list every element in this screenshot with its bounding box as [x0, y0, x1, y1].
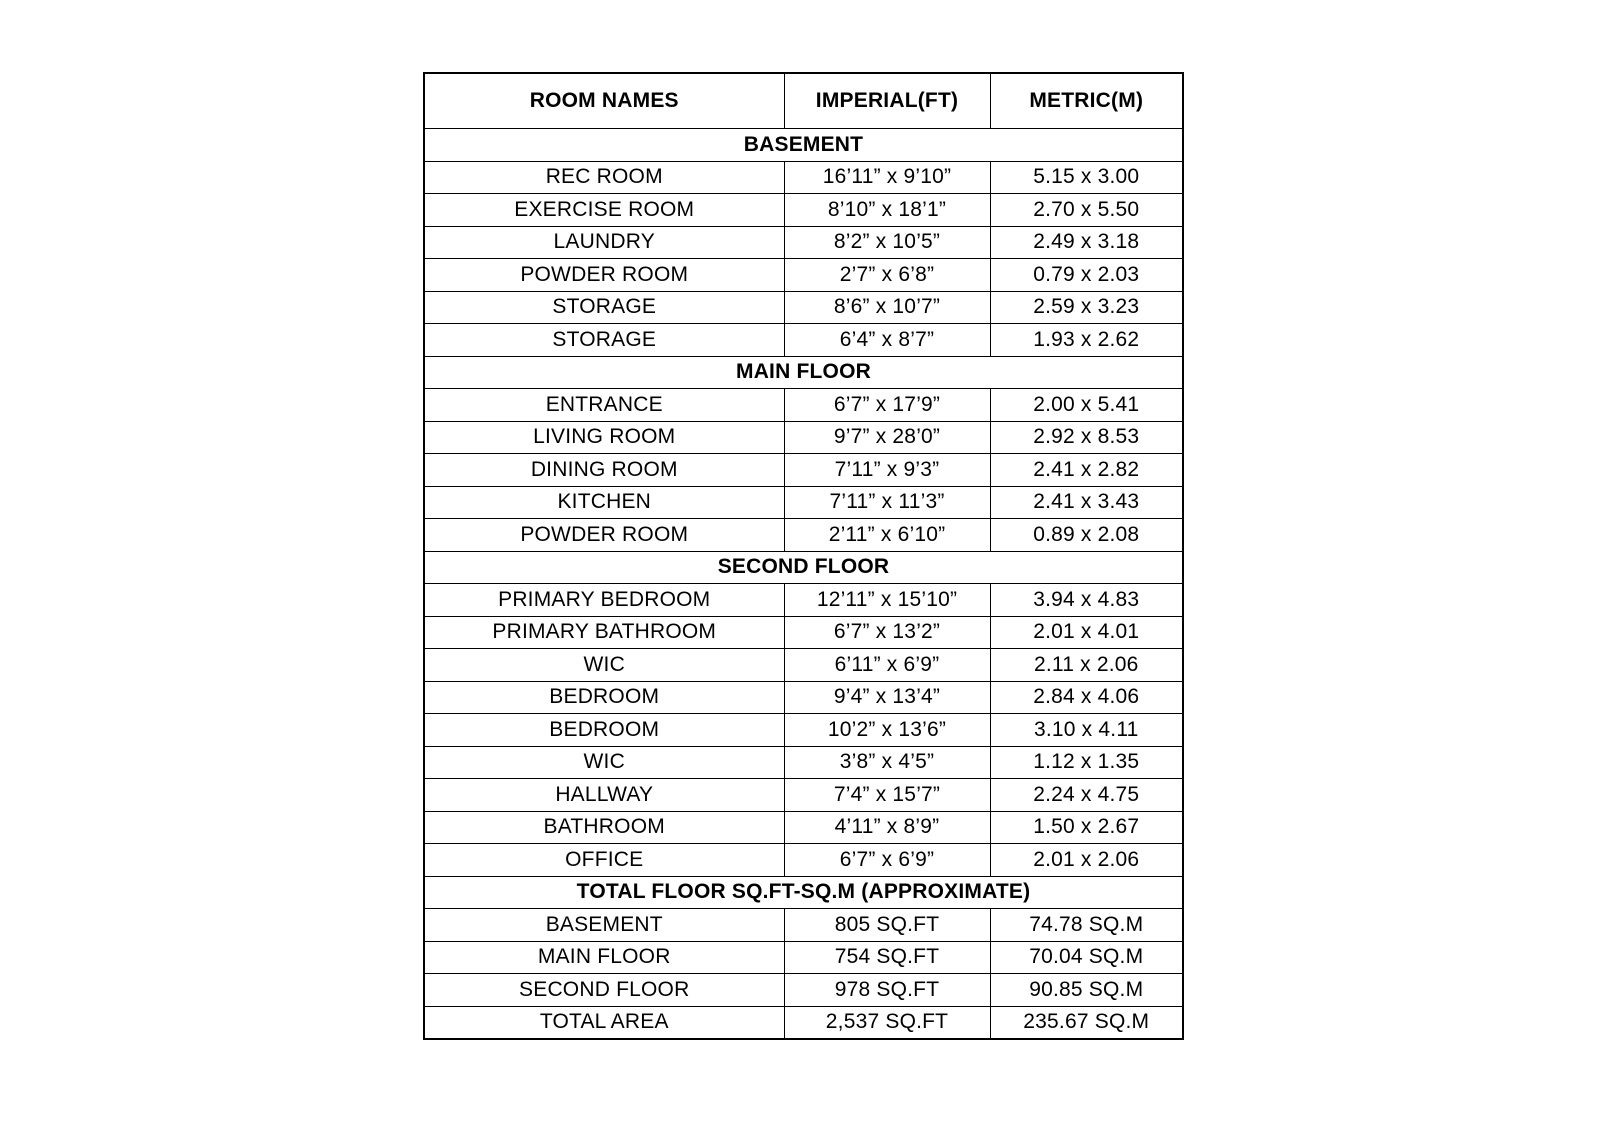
metric-cell: 2.01 x 4.01: [990, 616, 1183, 649]
table-row: [424, 649, 1183, 682]
imperial-cell: 2’7” x 6’8”: [784, 259, 990, 292]
table-row: [424, 746, 1183, 779]
room-name-cell: ENTRANCE: [424, 389, 784, 422]
room-name-cell: LAUNDRY: [424, 226, 784, 259]
section-row: [424, 129, 1183, 162]
table-row: [424, 291, 1183, 324]
table-row: [424, 909, 1183, 942]
imperial-cell: 9’4” x 13’4”: [784, 681, 990, 714]
metric-cell: 2.41 x 3.43: [990, 486, 1183, 519]
imperial-cell: 3’8” x 4’5”: [784, 746, 990, 779]
metric-cell: 2.84 x 4.06: [990, 681, 1183, 714]
metric-cell: 70.04 SQ.M: [990, 941, 1183, 974]
table-row: [424, 811, 1183, 844]
table-header: [424, 73, 1183, 129]
room-name-cell: BEDROOM: [424, 681, 784, 714]
table-row: [424, 161, 1183, 194]
section-title: TOTAL FLOOR SQ.FT-SQ.M (APPROXIMATE): [424, 876, 1183, 909]
room-name-cell: REC ROOM: [424, 161, 784, 194]
imperial-cell: 6’7” x 17’9”: [784, 389, 990, 422]
imperial-cell: 754 SQ.FT: [784, 941, 990, 974]
room-name-cell: STORAGE: [424, 324, 784, 357]
table-row: [424, 779, 1183, 812]
table-row: [424, 226, 1183, 259]
metric-cell: 2.70 x 5.50: [990, 194, 1183, 227]
imperial-cell: 12’11” x 15’10”: [784, 584, 990, 617]
imperial-cell: 2,537 SQ.FT: [784, 1006, 990, 1039]
room-name-cell: EXERCISE ROOM: [424, 194, 784, 227]
metric-cell: 2.24 x 4.75: [990, 779, 1183, 812]
metric-cell: 2.00 x 5.41: [990, 389, 1183, 422]
metric-cell: 2.01 x 2.06: [990, 844, 1183, 877]
room-name-cell: WIC: [424, 649, 784, 682]
imperial-cell: 7’11” x 11’3”: [784, 486, 990, 519]
imperial-cell: 8’10” x 18’1”: [784, 194, 990, 227]
imperial-cell: 9’7” x 28’0”: [784, 421, 990, 454]
imperial-cell: 16’11” x 9’10”: [784, 161, 990, 194]
room-name-cell: MAIN FLOOR: [424, 941, 784, 974]
room-name-cell: LIVING ROOM: [424, 421, 784, 454]
imperial-cell: 10’2” x 13’6”: [784, 714, 990, 747]
table-row: [424, 584, 1183, 617]
section-row: [424, 876, 1183, 909]
room-name-cell: BASEMENT: [424, 909, 784, 942]
metric-cell: 90.85 SQ.M: [990, 974, 1183, 1007]
imperial-cell: 8’2” x 10’5”: [784, 226, 990, 259]
imperial-cell: 4’11” x 8’9”: [784, 811, 990, 844]
table-row: [424, 681, 1183, 714]
metric-cell: 1.50 x 2.67: [990, 811, 1183, 844]
table-row: [424, 974, 1183, 1007]
metric-cell: 3.10 x 4.11: [990, 714, 1183, 747]
metric-cell: 2.92 x 8.53: [990, 421, 1183, 454]
imperial-cell: 6’7” x 13’2”: [784, 616, 990, 649]
section-title: SECOND FLOOR: [424, 551, 1183, 584]
room-name-cell: POWDER ROOM: [424, 519, 784, 552]
section-title: BASEMENT: [424, 129, 1183, 162]
table-row: [424, 519, 1183, 552]
table-row: [424, 714, 1183, 747]
metric-cell: 5.15 x 3.00: [990, 161, 1183, 194]
section-row: [424, 551, 1183, 584]
room-name-cell: PRIMARY BEDROOM: [424, 584, 784, 617]
section-title: MAIN FLOOR: [424, 356, 1183, 389]
table-row: [424, 1006, 1183, 1039]
metric-cell: 235.67 SQ.M: [990, 1006, 1183, 1039]
imperial-cell: 8’6” x 10’7”: [784, 291, 990, 324]
header-room-names: ROOM NAMES: [424, 73, 784, 129]
table-body: [424, 129, 1183, 1039]
metric-cell: 2.41 x 2.82: [990, 454, 1183, 487]
metric-cell: 2.59 x 3.23: [990, 291, 1183, 324]
table-row: [424, 421, 1183, 454]
table-row: [424, 324, 1183, 357]
metric-cell: 1.12 x 1.35: [990, 746, 1183, 779]
table-row: [424, 389, 1183, 422]
table-row: [424, 454, 1183, 487]
table-row: [424, 941, 1183, 974]
metric-cell: 1.93 x 2.62: [990, 324, 1183, 357]
metric-cell: 3.94 x 4.83: [990, 584, 1183, 617]
room-name-cell: OFFICE: [424, 844, 784, 877]
room-name-cell: POWDER ROOM: [424, 259, 784, 292]
table-row: [424, 259, 1183, 292]
metric-cell: 2.11 x 2.06: [990, 649, 1183, 682]
metric-cell: 0.79 x 2.03: [990, 259, 1183, 292]
metric-cell: 74.78 SQ.M: [990, 909, 1183, 942]
room-name-cell: DINING ROOM: [424, 454, 784, 487]
table-row: [424, 616, 1183, 649]
room-name-cell: BEDROOM: [424, 714, 784, 747]
imperial-cell: 978 SQ.FT: [784, 974, 990, 1007]
section-row: [424, 356, 1183, 389]
imperial-cell: 6’7” x 6’9”: [784, 844, 990, 877]
room-name-cell: TOTAL AREA: [424, 1006, 784, 1039]
room-dimensions-table: [423, 72, 1184, 1040]
room-name-cell: PRIMARY BATHROOM: [424, 616, 784, 649]
room-name-cell: SECOND FLOOR: [424, 974, 784, 1007]
metric-cell: 0.89 x 2.08: [990, 519, 1183, 552]
header-row: [424, 73, 1183, 129]
metric-cell: 2.49 x 3.18: [990, 226, 1183, 259]
room-name-cell: BATHROOM: [424, 811, 784, 844]
header-metric: METRIC(M): [990, 73, 1183, 129]
table-row: [424, 194, 1183, 227]
room-name-cell: STORAGE: [424, 291, 784, 324]
room-name-cell: WIC: [424, 746, 784, 779]
imperial-cell: 6’4” x 8’7”: [784, 324, 990, 357]
imperial-cell: 6’11” x 6’9”: [784, 649, 990, 682]
room-name-cell: HALLWAY: [424, 779, 784, 812]
table-row: [424, 844, 1183, 877]
imperial-cell: 7’4” x 15’7”: [784, 779, 990, 812]
imperial-cell: 7’11” x 9’3”: [784, 454, 990, 487]
table-row: [424, 486, 1183, 519]
imperial-cell: 805 SQ.FT: [784, 909, 990, 942]
room-name-cell: KITCHEN: [424, 486, 784, 519]
header-imperial: IMPERIAL(FT): [784, 73, 990, 129]
imperial-cell: 2’11” x 6’10”: [784, 519, 990, 552]
